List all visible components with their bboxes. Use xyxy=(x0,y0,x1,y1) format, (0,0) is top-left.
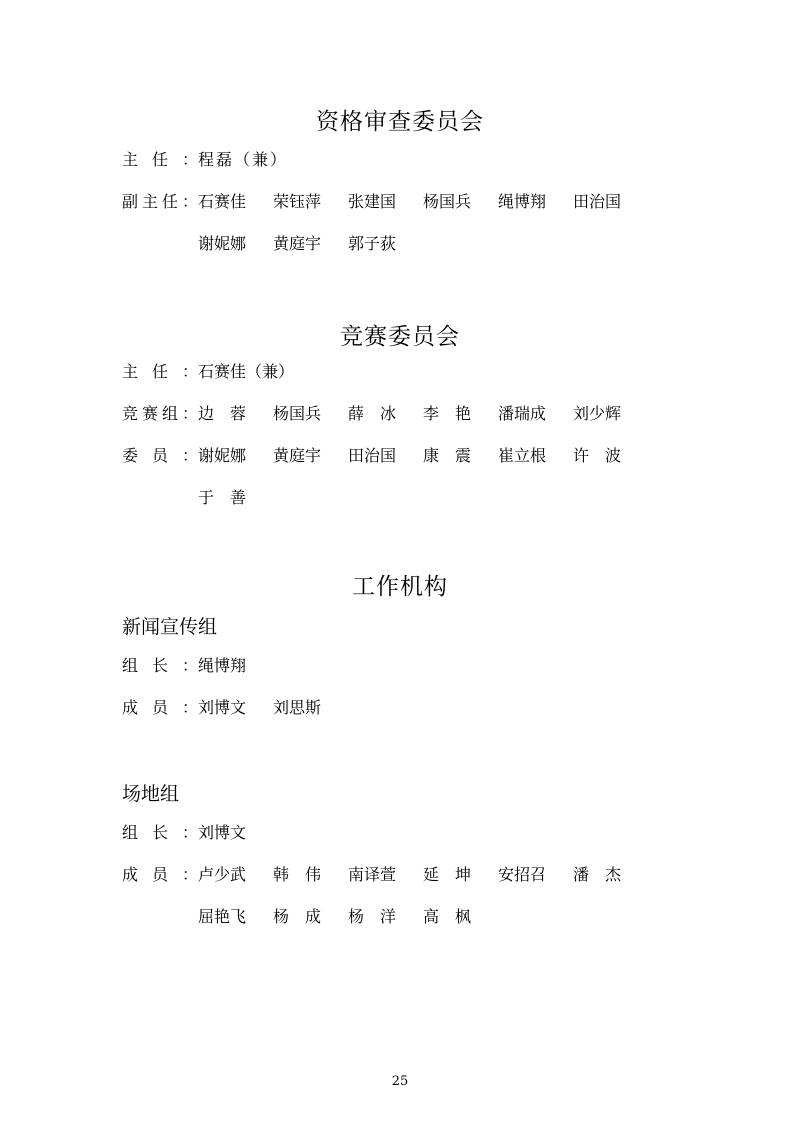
person-name: 张建国 xyxy=(348,192,397,211)
venue-leader: 刘博文 xyxy=(198,823,247,842)
competition-members-row-cont xyxy=(198,487,273,509)
person-name: 许波 xyxy=(573,446,621,465)
qualification-deputy-row-cont xyxy=(198,233,423,255)
person-name: 郭子荻 xyxy=(348,234,397,253)
person-name: 康震 xyxy=(423,446,471,465)
competition-director-row xyxy=(122,361,294,383)
person-name: 杨国兵 xyxy=(423,192,472,211)
person-name: 李艳 xyxy=(423,404,471,423)
person-name: 安招召 xyxy=(498,865,547,884)
person-name: 田治国 xyxy=(348,446,397,465)
page-number: 25 xyxy=(391,1074,409,1089)
competition-members-row xyxy=(122,445,648,467)
news-leader: 绳博翔 xyxy=(198,656,247,675)
person-name: 杨成 xyxy=(273,907,321,926)
venue-leader-row xyxy=(122,822,246,844)
person-name: 刘思斯 xyxy=(273,698,322,717)
person-name: 南译萱 xyxy=(348,865,397,884)
venue-members-row xyxy=(122,864,648,886)
person-name: 韩伟 xyxy=(273,865,321,884)
person-name: 薛冰 xyxy=(348,404,396,423)
working-bodies-title: 工作机构 xyxy=(352,574,448,600)
person-name: 高枫 xyxy=(423,907,471,926)
venue-group-title: 场地组 xyxy=(122,783,180,805)
qualification-director-row xyxy=(122,149,288,171)
qualification-director: 程磊（兼） xyxy=(198,150,289,169)
person-name: 田治国 xyxy=(573,192,622,211)
person-name: 荣钰萍 xyxy=(273,192,322,211)
person-name: 谢妮娜 xyxy=(198,234,247,253)
leader-label: 组长： xyxy=(122,656,198,675)
director-label: 主任： xyxy=(122,150,198,169)
person-name: 谢妮娜 xyxy=(198,446,247,465)
members-label: 成员： xyxy=(122,865,198,884)
news-group-title: 新闻宣传组 xyxy=(122,616,218,638)
competition-group-row xyxy=(122,403,648,425)
person-name: 于善 xyxy=(198,488,246,507)
person-name: 延坤 xyxy=(423,865,471,884)
person-name: 潘杰 xyxy=(573,865,621,884)
competition-committee-title: 竞赛委员会 xyxy=(340,324,460,350)
person-name: 刘少辉 xyxy=(573,404,622,423)
person-name: 杨国兵 xyxy=(273,404,322,423)
qualification-deputy-row xyxy=(122,191,648,213)
person-name: 杨洋 xyxy=(348,907,396,926)
news-members-row xyxy=(122,697,348,719)
person-name: 绳博翔 xyxy=(498,192,547,211)
person-name: 边蓉 xyxy=(198,404,246,423)
person-name: 石赛佳 xyxy=(198,192,247,211)
competition-director: 石赛佳（兼） xyxy=(198,362,295,381)
director-label: 主任： xyxy=(122,362,198,381)
news-leader-row xyxy=(122,655,246,677)
leader-label: 组长： xyxy=(122,823,198,842)
person-name: 黄庭宇 xyxy=(273,446,322,465)
person-name: 黄庭宇 xyxy=(273,234,322,253)
person-name: 潘瑞成 xyxy=(498,404,547,423)
members-label: 委员： xyxy=(122,446,198,465)
qualification-committee-title: 资格审查委员会 xyxy=(316,109,484,135)
person-name: 屈艳飞 xyxy=(198,907,247,926)
person-name: 刘博文 xyxy=(198,698,247,717)
deputy-label: 副主任： xyxy=(122,192,198,211)
venue-members-row-cont xyxy=(198,906,498,928)
person-name: 崔立根 xyxy=(498,446,547,465)
person-name: 卢少武 xyxy=(198,865,247,884)
members-label: 成员： xyxy=(122,698,198,717)
group-label: 竞赛组： xyxy=(122,404,198,423)
